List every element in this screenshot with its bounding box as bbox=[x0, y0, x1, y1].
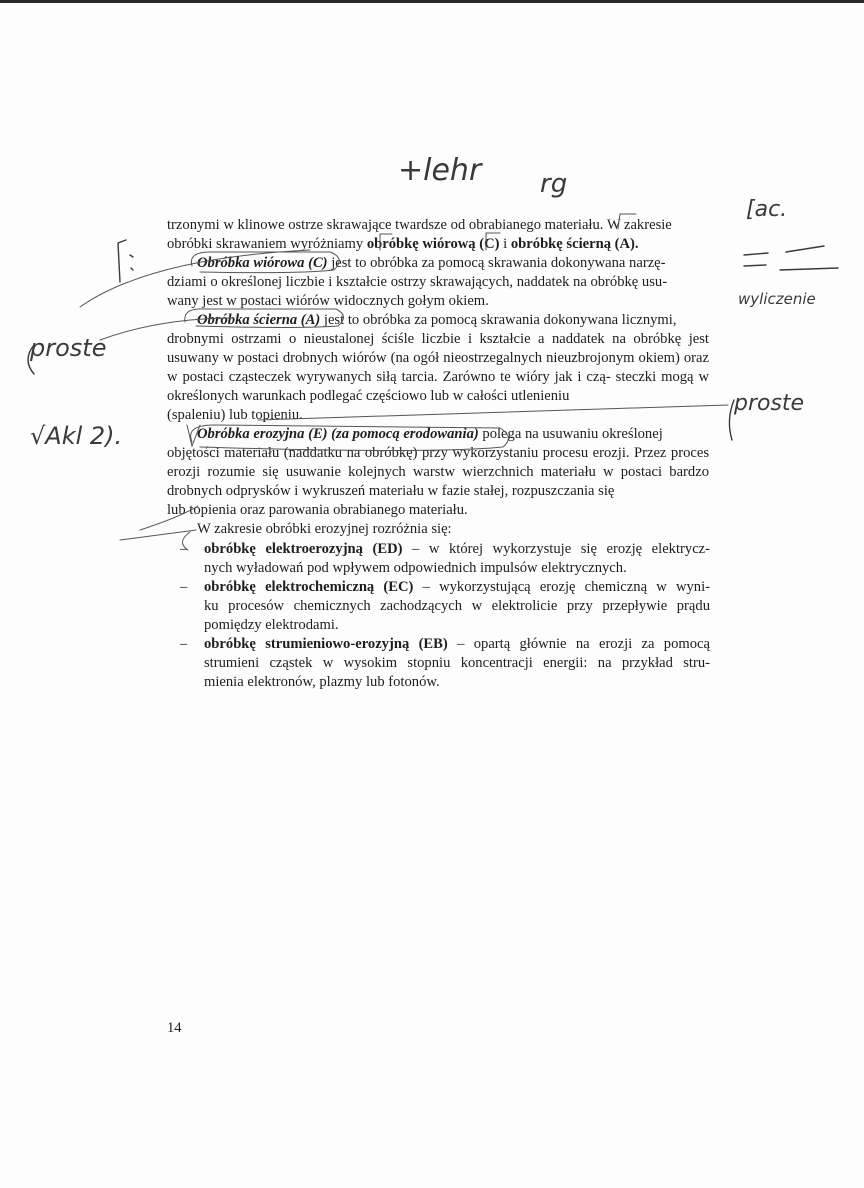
list-dash: – bbox=[180, 541, 188, 557]
text-line: W zakresie obróbki erozyjnej rozróżnia się: bbox=[197, 521, 452, 537]
text-line: bardzo drobnych odprysków i wykruszeń materiału w fazie stałej, rozpuszczania się bbox=[167, 464, 709, 499]
paragraph-chip-machining bbox=[167, 254, 709, 311]
paragraph-list-intro bbox=[167, 520, 709, 539]
scan-edge bbox=[0, 0, 864, 3]
note-text: +lehr bbox=[398, 153, 482, 188]
term-chip-milling: obróbkę wiórową (C) bbox=[366, 236, 500, 252]
text-line: okiem) oraz w postaci cząsteczek wyrywanych siłą tarcia. Zarówno te wióry jak i czą- bbox=[167, 350, 709, 385]
term-abrasive: obróbkę ścierną (A). bbox=[510, 236, 639, 252]
list-item: – obróbkę strumieniowo-erozyjną (EB) – opartą głównie na erozji za pomocą strumieni cząstek w wysokim stopniu koncentracji energii: na przykład stru- mienia elektronów, plazmy lub fotonów. bbox=[180, 636, 710, 690]
term-heading: Obróbka erozyjna (E) (za pomocą erodowania) bbox=[197, 426, 479, 442]
text-line: lub topienia oraz parowania obrabianego materiału. bbox=[167, 502, 468, 518]
page-number: 14 bbox=[167, 1020, 182, 1036]
list-term: obróbkę strumieniowo-erozyjną (EB) bbox=[204, 636, 448, 652]
list-term: obróbkę elektrochemiczną (EC) bbox=[204, 579, 414, 595]
equals-mark bbox=[744, 246, 838, 270]
bracket-mark bbox=[28, 345, 34, 374]
bracket-mark bbox=[729, 400, 734, 440]
paragraph-intro bbox=[167, 216, 709, 254]
text-line: Obróbka erozyjna (E) (za pomocą erodowania) polega na usuwaniu określonej bbox=[197, 426, 663, 442]
text-line: (spaleniu) lub topieniu. bbox=[167, 407, 303, 423]
list-term: obróbkę elektroerozyjną (ED) bbox=[204, 541, 403, 557]
text-line: drobnymi ostrzami o nieustalonej ściśle liczbie i kształcie a naddatek na obróbkę bbox=[167, 331, 682, 347]
note-text: [ac. bbox=[746, 197, 788, 222]
text-line: trzonymi w klinowe ostrze skrawające twardsze od obrabianego materiału. W zakresie bbox=[167, 217, 672, 233]
note-text: √Akl 2). bbox=[30, 422, 123, 450]
note-text: proste bbox=[734, 391, 805, 416]
handwritten-note-right bbox=[729, 197, 838, 440]
text-line: obróbki skrawaniem wyróżniamy obróbkę wiórową (C) i obróbkę ścierną (A). bbox=[167, 236, 639, 252]
list-item: – obróbkę elektroerozyjną (ED) – w której wykorzystuje się erozję elektrycz- nych wyładowań pod wpływem odpowiednich impulsów elektrycznych. bbox=[180, 541, 710, 576]
list-dash: – bbox=[180, 579, 188, 595]
handwritten-note-top bbox=[398, 153, 567, 199]
term-heading: Obróbka wiórowa (C) bbox=[197, 255, 328, 271]
text-line: steczki mogą w określonych warunkach podlegać częściowo lub w całości utlenieniu bbox=[167, 369, 709, 404]
text-line: proces erozji rozumie się usuwanie kolejnych warstw wierzchnich materiału w postaci bbox=[167, 445, 709, 480]
text-line: objętości materiału (naddatku na obróbkę) przy wykorzystaniu procesu erozji. Przez bbox=[167, 445, 667, 461]
paragraph-abrasive-machining bbox=[167, 311, 709, 425]
text-line: dziami o określonej liczbie i kształcie ostrzy skrawających, naddatek na obróbkę usu- bbox=[167, 274, 668, 290]
text-line: jest usuwany w postaci drobnych wiórów (na ogół nieostrzegalnych nieuzbrojonym bbox=[167, 331, 709, 366]
text-line: wany jest w postaci wiórów widocznych gołym okiem. bbox=[167, 293, 489, 309]
bracket-mark bbox=[118, 240, 133, 282]
note-text: wyliczenie bbox=[738, 290, 816, 308]
handwritten-note-left bbox=[28, 240, 133, 450]
erosion-types-list bbox=[180, 540, 710, 692]
text-line: Obróbka wiórowa (C) jest to obróbka za pomocą skrawania dokonywana narzę- bbox=[197, 255, 666, 271]
term-heading: Obróbka ścierna (A) bbox=[197, 312, 321, 328]
text-line: Obróbka ścierna (A) jest to obróbka za pomocą skrawania dokonywana licznymi, bbox=[197, 312, 677, 328]
note-text: proste bbox=[30, 334, 107, 362]
note-text: rg bbox=[540, 169, 568, 199]
list-dash: – bbox=[180, 636, 188, 652]
paragraph-erosion-machining bbox=[167, 425, 709, 520]
list-item: – obróbkę elektrochemiczną (EC) – wykorzystującą erozję chemiczną w wyni- ku procesów chemicznych zachodzących w elektrolicie przy przepływie prądu pomiędzy elektrodami. bbox=[180, 579, 710, 633]
